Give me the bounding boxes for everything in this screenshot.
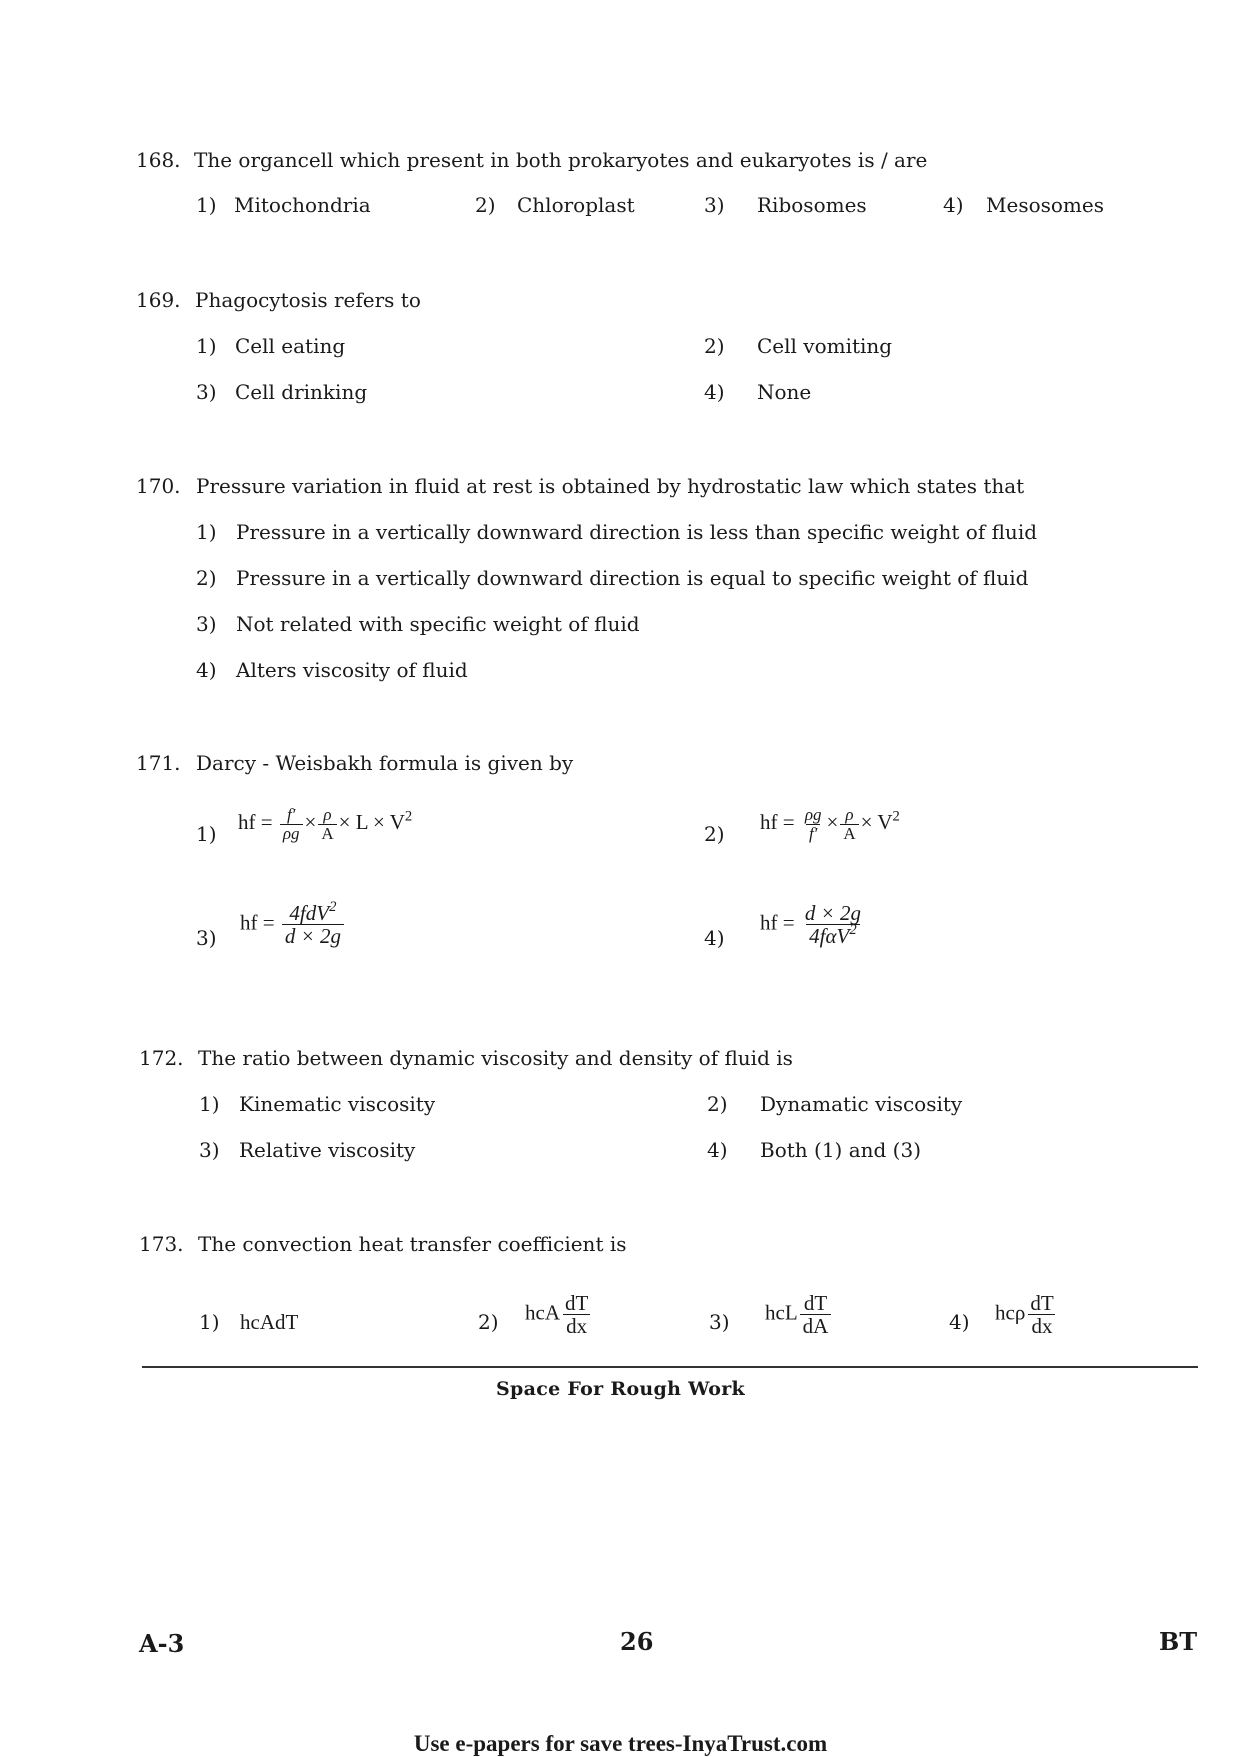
option-text: Mesosomes <box>986 193 1104 217</box>
option-number: 1) <box>196 822 217 846</box>
formula-option-3: hcL $\frac{dT}{dA}$ <box>765 1292 833 1337</box>
option-text: Pressure in a vertically downward direction is less than specific weight of fluid <box>236 520 1038 544</box>
option-number: 4) <box>707 1138 728 1162</box>
question-text: Darcy - Weisbakh formula is given by <box>196 751 574 775</box>
option-number: 3) <box>196 380 217 404</box>
option-text: Alters viscosity of fluid <box>236 658 468 682</box>
option-number: 4) <box>196 658 217 682</box>
option-number: 2) <box>196 566 217 590</box>
option-number: 3) <box>196 612 217 636</box>
option-number: 1) <box>199 1092 220 1116</box>
question-text: Phagocytosis refers to <box>195 288 421 312</box>
question-text: The organcell which present in both prokaryotes and eukaryotes is / are <box>194 148 928 172</box>
formula-option-3: hf = $\frac{4fdV^2}{d \times 2g}$ <box>240 902 346 947</box>
option-number: 4) <box>943 193 964 217</box>
question-number: 168. <box>136 148 181 172</box>
option-text: Ribosomes <box>757 193 867 217</box>
option-number: 2) <box>707 1092 728 1116</box>
option-number: 1) <box>196 520 217 544</box>
option-text: Pressure in a vertically downward direction is equal to specific weight of fluid <box>236 566 1029 590</box>
question-number: 169. <box>136 288 181 312</box>
option-number: 1) <box>196 193 217 217</box>
option-number: 4) <box>704 380 725 404</box>
option-number: 1) <box>196 334 217 358</box>
formula-option-2: hcA $\frac{dT}{dx}$ <box>525 1291 589 1339</box>
option-number: 2) <box>478 1310 499 1334</box>
option-text: Kinematic viscosity <box>239 1092 436 1116</box>
formula-option-4: hf = $\frac{d \times 2g}{4f\alpha V^2}$ <box>760 901 862 949</box>
formula-option-2: hf = $\frac{\rho g}{f'}$ × $\frac{\rho}{A}$ × $V^2$ <box>760 805 900 843</box>
footer-series-code: A-3 <box>139 1629 185 1658</box>
rough-work-label: Space For Rough Work <box>496 1378 745 1400</box>
footer-subject-code: BT <box>1159 1627 1198 1656</box>
divider-line <box>142 1366 1198 1368</box>
question-number: 173. <box>139 1232 184 1256</box>
question-number: 170. <box>136 474 181 498</box>
question-text: The ratio between dynamic viscosity and density of fluid is <box>198 1046 793 1070</box>
option-text: Cell eating <box>235 334 346 358</box>
formula-option-1: hcAdT <box>240 1310 299 1334</box>
question-text: Pressure variation in fluid at rest is obtained by hydrostatic law which states that <box>196 474 1025 498</box>
question-number: 172. <box>139 1046 184 1070</box>
question-number: 171. <box>136 751 181 775</box>
option-number: 2) <box>704 334 725 358</box>
option-number: 4) <box>704 926 725 950</box>
formula-option-4: hcρ $\frac{dT}{dx}$ <box>995 1291 1054 1339</box>
option-number: 3) <box>196 926 217 950</box>
option-number: 2) <box>704 822 725 846</box>
option-text: Cell drinking <box>235 380 368 404</box>
page-number: 26 <box>620 1627 654 1656</box>
option-number: 4) <box>949 1310 970 1334</box>
watermark-banner: Use e-papers for save trees-InyaTrust.com <box>413 1731 828 1756</box>
option-text: Relative viscosity <box>239 1138 416 1162</box>
option-text: Cell vomiting <box>757 334 893 358</box>
option-number: 3) <box>704 193 725 217</box>
question-text: The convection heat transfer coefficient is <box>198 1232 627 1256</box>
option-text: Mitochondria <box>234 193 371 217</box>
option-text: Not related with specific weight of fluid <box>236 612 640 636</box>
option-number: 1) <box>199 1310 220 1334</box>
option-text: Chloroplast <box>517 193 635 217</box>
formula-option-1: hf = $\frac{f'}{\rho g}$ × $\frac{\rho}{A}$ × $L \times V^2$ <box>238 805 413 843</box>
option-number: 2) <box>475 193 496 217</box>
option-text: None <box>757 380 812 404</box>
option-number: 3) <box>199 1138 220 1162</box>
option-text: Dynamatic viscosity <box>760 1092 963 1116</box>
option-number: 3) <box>709 1310 730 1334</box>
option-text: Both (1) and (3) <box>760 1138 921 1162</box>
